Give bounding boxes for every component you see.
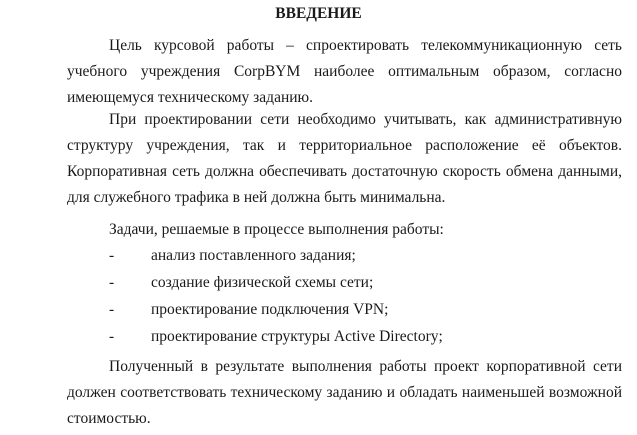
tasks-intro: Задачи, решаемые в процессе выполнения работы: [109,221,444,238]
tasks-list [0,243,637,351]
list-item-text: проектирование структуры Active Directory; [151,328,443,345]
list-marker: - [109,247,115,264]
list-item [0,270,637,297]
list-marker: - [109,328,115,345]
intro-paragraph-goal: Цель курсовой работы – спроектировать телекоммуникационную сеть учебного учреждения CorpBYM наиболее оптимальным образом, согласно имеющемуся техническому заданию. [67,37,622,106]
document-title: ВВЕДЕНИЕ [275,5,362,22]
list-item [0,324,637,351]
list-item-text: проектирование подключения VPN; [151,301,389,318]
list-item [0,243,637,270]
intro-paragraph-requirements: При проектировании сети необходимо учитывать, как административную структуру учреждения, так и территориальное расположение её объектов. Корпоративная сеть должна обеспечивать достаточную скорость обмена данными, для служебного трафика в ней должна быть минимальна. [67,111,622,206]
list-item-text: создание физической схемы сети; [151,274,374,291]
conclusion-paragraph: Полученный в результате выполнения работы проект корпоративной сети должен соответствовать техническому заданию и обладать наименьшей возможной стоимостью. [67,358,622,427]
list-item-text: анализ поставленного задания; [151,247,356,264]
list-marker: - [109,301,115,318]
list-marker: - [109,274,115,291]
list-item [0,297,637,324]
